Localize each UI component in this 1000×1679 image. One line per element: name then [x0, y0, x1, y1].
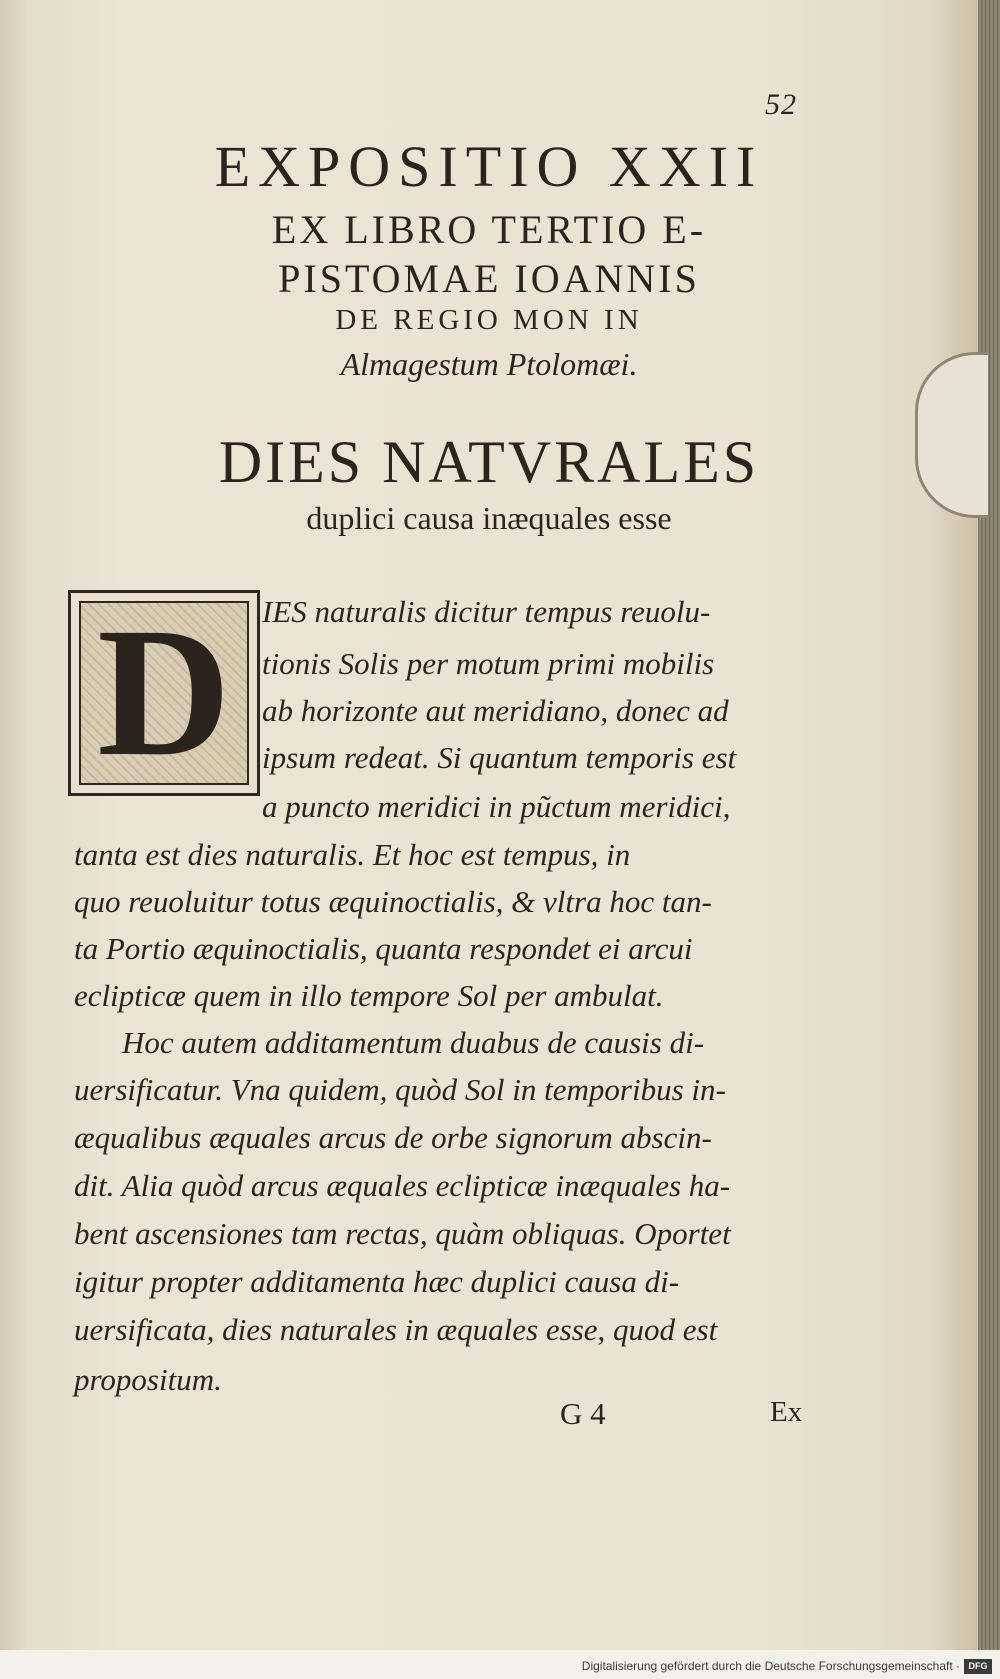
- body-line: igitur propter additamenta hæc duplici causa di-: [74, 1264, 680, 1299]
- body-line: æqualibus æquales arcus de orbe signorum abscin-: [74, 1120, 712, 1155]
- body-line: eclipticæ quem in illo tempore Sol per ambulat.: [74, 978, 664, 1013]
- heading-line-3: PISTOMAE IOANNIS: [278, 256, 700, 301]
- section-subtitle: duplici causa inæquales esse: [306, 500, 672, 536]
- body-line: uersificata, dies naturales in æquales esse, quod est: [74, 1312, 718, 1347]
- footer-credit: Digitalisierung gefördert durch die Deutsche Forschungsgemeinschaft ·: [581, 1659, 960, 1673]
- body-line: quo reuoluitur totus æquinoctialis, & vltra hoc tan-: [74, 884, 712, 919]
- heading-line-4: DE REGIO MON IN: [335, 304, 643, 336]
- body-line: a puncto meridici in pũctum meridici,: [262, 789, 731, 824]
- page-stack-edge: [978, 0, 1000, 1650]
- body-line: ab horizonte aut meridiano, donec ad: [262, 693, 729, 728]
- signature-mark: G 4: [560, 1396, 606, 1431]
- footer-bar: [0, 1655, 1000, 1679]
- heading-line-1: EXPOSITIO XXII: [214, 134, 764, 199]
- body-line: uersificatur. Vna quidem, quòd Sol in temporibus in-: [74, 1072, 726, 1107]
- section-title: DIES NATVRALES: [218, 429, 760, 495]
- body-line: IES naturalis dicitur tempus reuolu-: [262, 594, 711, 629]
- body-line: tanta est dies naturalis. Et hoc est tempus, in: [74, 837, 631, 872]
- heading-line-5: Almagestum Ptolomæi.: [340, 346, 638, 382]
- body-line: propositum.: [74, 1362, 222, 1397]
- page-clip-tab: [915, 352, 988, 518]
- initial-letter: D: [97, 590, 231, 795]
- catchword: Ex: [770, 1396, 803, 1428]
- body-line: ipsum redeat. Si quantum temporis est: [262, 740, 737, 775]
- body-line: tionis Solis per motum primi mobilis: [262, 646, 715, 681]
- body-line: dit. Alia quòd arcus æquales eclipticæ inæquales ha-: [74, 1168, 731, 1203]
- page-number: 52: [765, 88, 797, 121]
- body-line: bent ascensiones tam rectas, quàm obliquas. Oportet: [74, 1216, 731, 1251]
- body-line: ta Portio æquinoctialis, quanta respondet ei arcui: [74, 931, 693, 966]
- dfg-logo-icon: DFG: [964, 1659, 992, 1674]
- body-line: Hoc autem additamentum duabus de causis di-: [122, 1025, 705, 1060]
- decorated-initial: [68, 590, 260, 796]
- heading-line-2: EX LIBRO TERTIO E-: [271, 207, 707, 252]
